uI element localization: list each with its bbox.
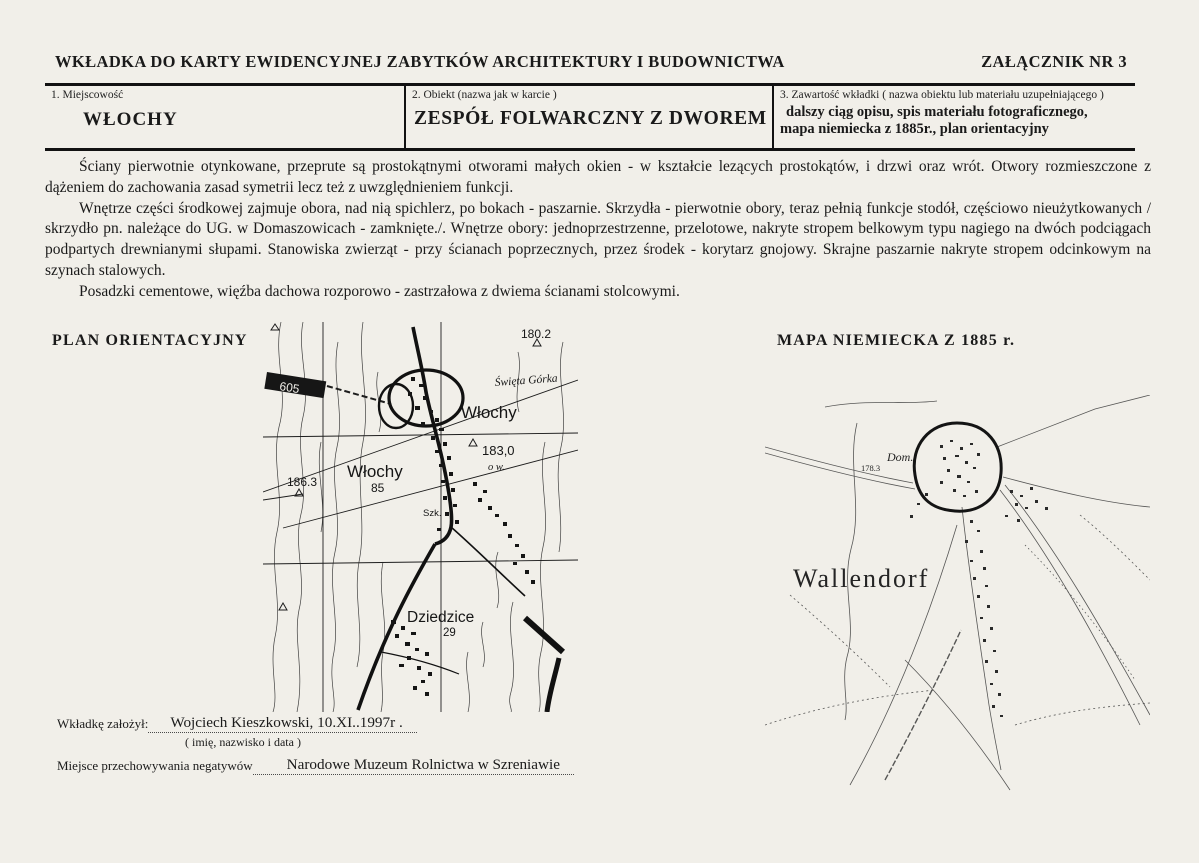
- negatives-label: Miejsce przechowywania negatywów: [57, 758, 253, 773]
- field-locality: [45, 86, 404, 148]
- dom-label: Dom.: [887, 450, 914, 464]
- wlochy-west-label: Włochy: [347, 462, 403, 481]
- founder-label: Wkładkę założył:: [57, 716, 149, 731]
- field-contents-line1: dalszy ciąg opisu, spis materiału fotograficznego,: [786, 104, 1088, 120]
- road-605-band: [264, 372, 391, 404]
- szk-label: Szk.: [423, 508, 442, 519]
- wlochy-east-label: Włochy: [461, 403, 517, 422]
- elevation-178-label: 178.3: [861, 463, 881, 473]
- field-contents: [772, 86, 1133, 148]
- field-object-label: 2. Obiekt (nazwa jak w karcie ): [412, 89, 557, 101]
- field-locality-value: WŁOCHY: [83, 109, 178, 130]
- negatives-value: Narodowe Muzeum Rolnictwa w Szreniawie: [253, 756, 574, 775]
- wallendorf-label: Wallendorf: [793, 564, 930, 593]
- document-footer: [57, 714, 617, 775]
- paragraph-interior: Wnętrze części środkowej zajmuje obora, nad nią spichlerz, po bokach - paszarnie. Skrzydła - pierwotnie obory, teraz pełnią funkcje stodół, częściowo nieużytkowanych / skrzydło pn. należące do UG. w Domaszowicach - zamknięte./. Wnętrze obory: jednoprzestrzenne, przelotowe, nakryte stropem belkowym typu nagiego na dwóch podciągach podpartych drewnianymi słupami. Stanowiska zwierząt - przy ścianach poprzecznych, przez środek - korytarz gnojowy. Skrajne paszarnie nakryte stropem odcinkowym na szynach stalowych.: [45, 199, 1151, 279]
- negatives-row: [57, 756, 617, 775]
- orientation-plan-map: [263, 322, 578, 712]
- orientation-plan-map-image: [263, 322, 578, 712]
- german-map-labels: [793, 450, 929, 593]
- dziedzice-label: Dziedzice: [407, 609, 475, 626]
- elevation-180-label: 180.2: [521, 327, 552, 341]
- field-object-value: ZESPÓŁ FOLWARCZNY Z DWOREM: [414, 108, 767, 129]
- field-contents-label: 3. Zawartość wkładki ( nazwa obiektu lub materiału uzupełniającego ): [780, 89, 1104, 101]
- n29-label: 29: [443, 627, 456, 639]
- founder-value: Wojciech Kieszkowski, 10.XI..1997r .: [148, 714, 416, 733]
- field-contents-value: [780, 104, 1125, 138]
- n85-label: 85: [371, 481, 385, 495]
- record-card-table: [45, 83, 1135, 151]
- annex-number: ZAŁĄCZNIK NR 3: [981, 52, 1127, 71]
- site-marker-circle-german-map: [914, 423, 1001, 511]
- paragraph-floors: Posadzki cementowe, więźba dachowa rozporowo - zastrzałowa z dwiema ścianami stolcowymi.: [79, 282, 680, 300]
- wallendorf-buildings: [910, 440, 1048, 717]
- o-w-label: o w.: [488, 462, 505, 473]
- document-title: WKŁADKA DO KARTY EWIDENCYJNEJ ZABYTKÓW ARCHITEKTURY I BUDOWNICTWA: [55, 52, 785, 71]
- site-marker-circle: [379, 370, 463, 428]
- paragraph-walls: Ściany pierwotnie otynkowane, przeprute są prostokątnymi otworami małych okien - w kształcie lezących prostokątów, i drzwi oraz wrót. Otwory rozmieszczone z dążeniem do zachowania zasad symetrii lecz też z uwzględnieniem funkcji.: [45, 158, 1151, 196]
- field-contents-line2: mapa niemiecka z 1885r., plan orientacyjny: [780, 121, 1049, 137]
- german-map-title: MAPA NIEMIECKA Z 1885 r.: [777, 332, 1016, 349]
- german-1885-map: [765, 395, 1150, 795]
- elevation-183-label: 183,0: [482, 443, 515, 458]
- founder-row: [57, 714, 617, 733]
- field-object: [404, 86, 772, 148]
- field-locality-label: 1. Miejscowość: [51, 89, 124, 101]
- orientation-plan-title: PLAN ORIENTACYJNY: [52, 332, 248, 349]
- description-text: [45, 157, 1151, 303]
- german-1885-map-image: [765, 395, 1150, 795]
- elevation-186-label: 186.3: [287, 475, 318, 489]
- document-header: [55, 52, 1135, 72]
- swieta-gorka-label: Święta Górka: [494, 372, 558, 389]
- road-605-label: 605: [278, 379, 301, 397]
- founder-hint: ( imię, nazwisko i data ): [185, 735, 301, 749]
